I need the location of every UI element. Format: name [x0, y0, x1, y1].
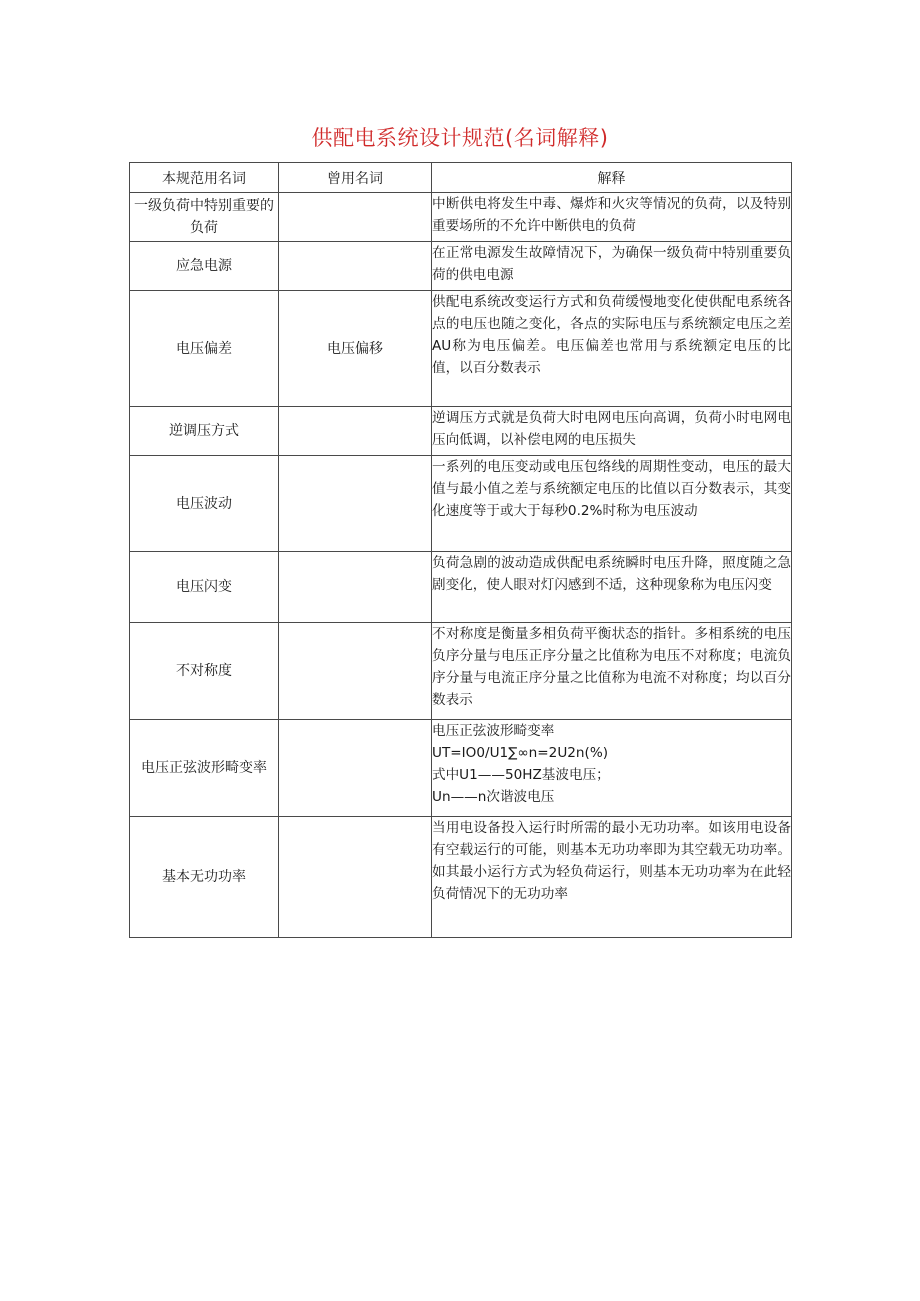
table-row	[130, 193, 792, 242]
term-cell: 电压正弦波形畸变率	[130, 720, 279, 817]
explanation-cell: 不对称度是衡量多相负荷平衡状态的指针。多相系统的电压负序分量与电压正序分量之比值称为电压不对称度；电流负序分量与电流正序分量之比值称为电流不对称度；均以百分数表示	[432, 623, 792, 720]
header-explanation: 解释	[432, 163, 792, 193]
glossary-table	[129, 162, 792, 938]
table-row	[130, 242, 792, 291]
table-header-row	[130, 163, 792, 193]
table-row	[130, 817, 792, 938]
alias-cell	[279, 623, 432, 720]
term-cell: 逆调压方式	[130, 407, 279, 456]
alias-cell	[279, 456, 432, 552]
table-row	[130, 291, 792, 407]
alias-cell	[279, 407, 432, 456]
term-cell: 应急电源	[130, 242, 279, 291]
header-alias: 曾用名词	[279, 163, 432, 193]
alias-cell: 电压偏移	[279, 291, 432, 407]
explanation-cell: 当用电设备投入运行时所需的最小无功功率。如该用电设备有空载运行的可能，则基本无功功率即为其空载无功功率。如其最小运行方式为轻负荷运行，则基本无功功率为在此轻负荷情况下的无功功率	[432, 817, 792, 938]
explanation-cell: 逆调压方式就是负荷大时电网电压向高调，负荷小时电网电压向低调，以补偿电网的电压损失	[432, 407, 792, 456]
term-cell: 电压闪变	[130, 552, 279, 623]
term-cell: 不对称度	[130, 623, 279, 720]
term-cell: 基本无功功率	[130, 817, 279, 938]
explanation-cell: 在正常电源发生故障情况下，为确保一级负荷中特别重要负荷的供电电源	[432, 242, 792, 291]
explanation-cell	[432, 720, 792, 817]
page-title: 供配电系统设计规范(名词解释)	[311, 126, 609, 150]
alias-cell	[279, 193, 432, 242]
explanation-line: 电压正弦波形畸变率	[432, 723, 555, 739]
table-row	[130, 623, 792, 720]
table-row	[130, 720, 792, 817]
alias-cell	[279, 817, 432, 938]
table-row	[130, 552, 792, 623]
explanation-cell: 负荷急剧的波动造成供配电系统瞬时电压升降，照度随之急剧变化，使人眼对灯闪感到不适，这种现象称为电压闪变	[432, 552, 792, 623]
table-row	[130, 407, 792, 456]
term-cell: 一级负荷中特别重要的负荷	[130, 193, 279, 242]
formula-line: UT=IO0/U1∑∞n=2U2n(%)	[432, 745, 609, 761]
explanation-line: 式中U1——50HZ基波电压；	[432, 767, 610, 783]
term-cell: 电压偏差	[130, 291, 279, 407]
table-row	[130, 456, 792, 552]
alias-cell	[279, 552, 432, 623]
alias-cell	[279, 242, 432, 291]
explanation-cell: 一系列的电压变动或电压包络线的周期性变动，电压的最大值与最小值之差与系统额定电压的比值以百分数表示，其变化速度等于或大于每秒0.2%时称为电压波动	[432, 456, 792, 552]
alias-cell	[279, 720, 432, 817]
header-term: 本规范用名词	[130, 163, 279, 193]
term-cell: 电压波动	[130, 456, 279, 552]
explanation-cell: 中断供电将发生中毒、爆炸和火灾等情况的负荷，以及特别重要场所的不允许中断供电的负荷	[432, 193, 792, 242]
explanation-cell: 供配电系统改变运行方式和负荷缓慢地变化使供配电系统各点的电压也随之变化，各点的实际电压与系统额定电压之差AU称为电压偏差。电压偏差也常用与系统额定电压的比值，以百分数表示	[432, 291, 792, 407]
explanation-line: Un——n次谐波电压	[432, 789, 555, 805]
